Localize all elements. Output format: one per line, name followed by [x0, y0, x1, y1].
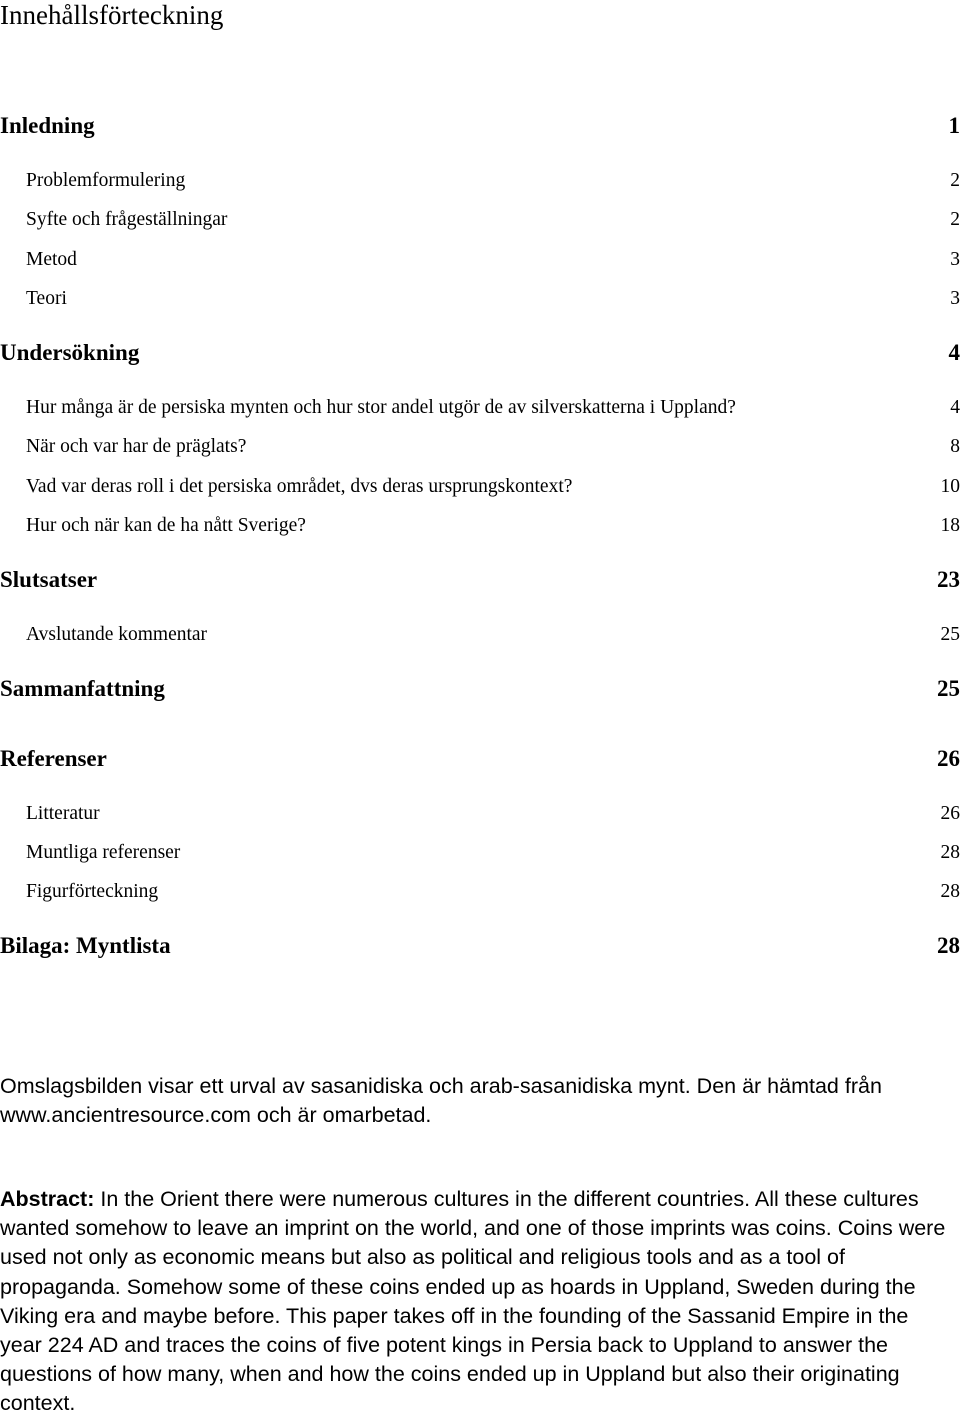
toc-label: När och var har de präglats? [26, 436, 247, 457]
page-title: Innehållsförteckning [0, 0, 224, 30]
toc-label: Bilaga: Myntlista [0, 933, 171, 958]
toc-page-number: 25 [940, 624, 960, 645]
toc-chapter[interactable] [0, 112, 960, 140]
abstract-text: In the Orient there were numerous cultures in the different countries. All these cultures wanted somehow to leave an imprint on the world, and one of those imprints was coins. Coins were used not only as economic means but also as political and religious tools and as a tool of propaganda. Somehow some of these coins ended up as hoards in Uppland, Sweden during the Viking era and maybe before. This paper takes off in the founding of the Sassanid Empire in the year 224 AD and traces the coins of five potent kings in Persia back to Uppland to answer the questions of how many, when and how the coins ended up in Uppland but also their originating context. [0, 1187, 946, 1416]
toc-page-number: 25 [937, 676, 960, 701]
toc-label: Figurförteckning [26, 881, 159, 902]
toc-label: Hur och när kan de ha nått Sverige? [26, 515, 306, 536]
cover-image-note: Omslagsbilden visar ett urval av sasanidiska och arab-sasanidiska mynt. Den är hämtad från www.ancientresource.com och är omarbetad. [0, 1074, 882, 1127]
toc-section[interactable] [0, 841, 960, 865]
toc-label: Avslutande kommentar [26, 624, 208, 645]
toc-label: Sammanfattning [0, 676, 165, 701]
toc-label: Syfte och frågeställningar [26, 209, 228, 230]
toc-section[interactable] [0, 475, 960, 499]
toc-page-number: 1 [948, 113, 960, 138]
toc-section[interactable] [0, 435, 960, 459]
toc-page-number: 4 [950, 397, 960, 418]
toc-page-number: 2 [950, 209, 960, 230]
toc-label: Vad var deras roll i det persiska området, dvs deras ursprungskontext? [26, 476, 573, 497]
toc-section[interactable] [0, 623, 960, 647]
toc-chapter[interactable] [0, 745, 960, 773]
toc-label: Hur många är de persiska mynten och hur stor andel utgör de av silverskatterna i Uppland? [26, 397, 736, 418]
toc-page-number: 23 [937, 567, 960, 592]
toc-page-number: 28 [937, 933, 960, 958]
toc-page-number: 10 [940, 476, 960, 497]
abstract-paragraph [0, 1185, 952, 1419]
toc-chapter[interactable] [0, 566, 960, 594]
toc-chapter[interactable] [0, 932, 960, 960]
toc-label: Referenser [0, 746, 107, 771]
toc-page-number: 3 [950, 288, 960, 309]
toc-page-number: 26 [937, 746, 960, 771]
toc-page-number: 18 [940, 515, 960, 536]
toc-chapter[interactable] [0, 675, 960, 703]
toc-section[interactable] [0, 514, 960, 538]
toc-page-number: 8 [950, 436, 960, 457]
toc-page-number: 26 [940, 803, 960, 824]
toc-section[interactable] [0, 208, 960, 232]
toc-section[interactable] [0, 169, 960, 193]
toc-label: Muntliga referenser [26, 842, 181, 863]
toc-page-number: 2 [950, 170, 960, 191]
toc-page-number: 28 [940, 842, 960, 863]
toc-label: Slutsatser [0, 567, 98, 592]
toc-chapter[interactable] [0, 339, 960, 367]
toc-section[interactable] [0, 396, 960, 420]
toc-section[interactable] [0, 880, 960, 904]
toc-page-number: 4 [948, 340, 960, 365]
toc-label: Undersökning [0, 340, 140, 365]
toc-label: Problemformulering [26, 170, 186, 191]
toc-label: Inledning [0, 113, 95, 138]
toc-section[interactable] [0, 248, 960, 272]
toc-page-number: 3 [950, 249, 960, 270]
toc-label: Metod [26, 249, 77, 270]
toc-section[interactable] [0, 287, 960, 311]
toc-label: Teori [26, 288, 67, 309]
abstract-label: Abstract: [0, 1187, 95, 1211]
toc-label: Litteratur [26, 803, 100, 824]
toc-page-number: 28 [940, 881, 960, 902]
toc-section[interactable] [0, 802, 960, 826]
